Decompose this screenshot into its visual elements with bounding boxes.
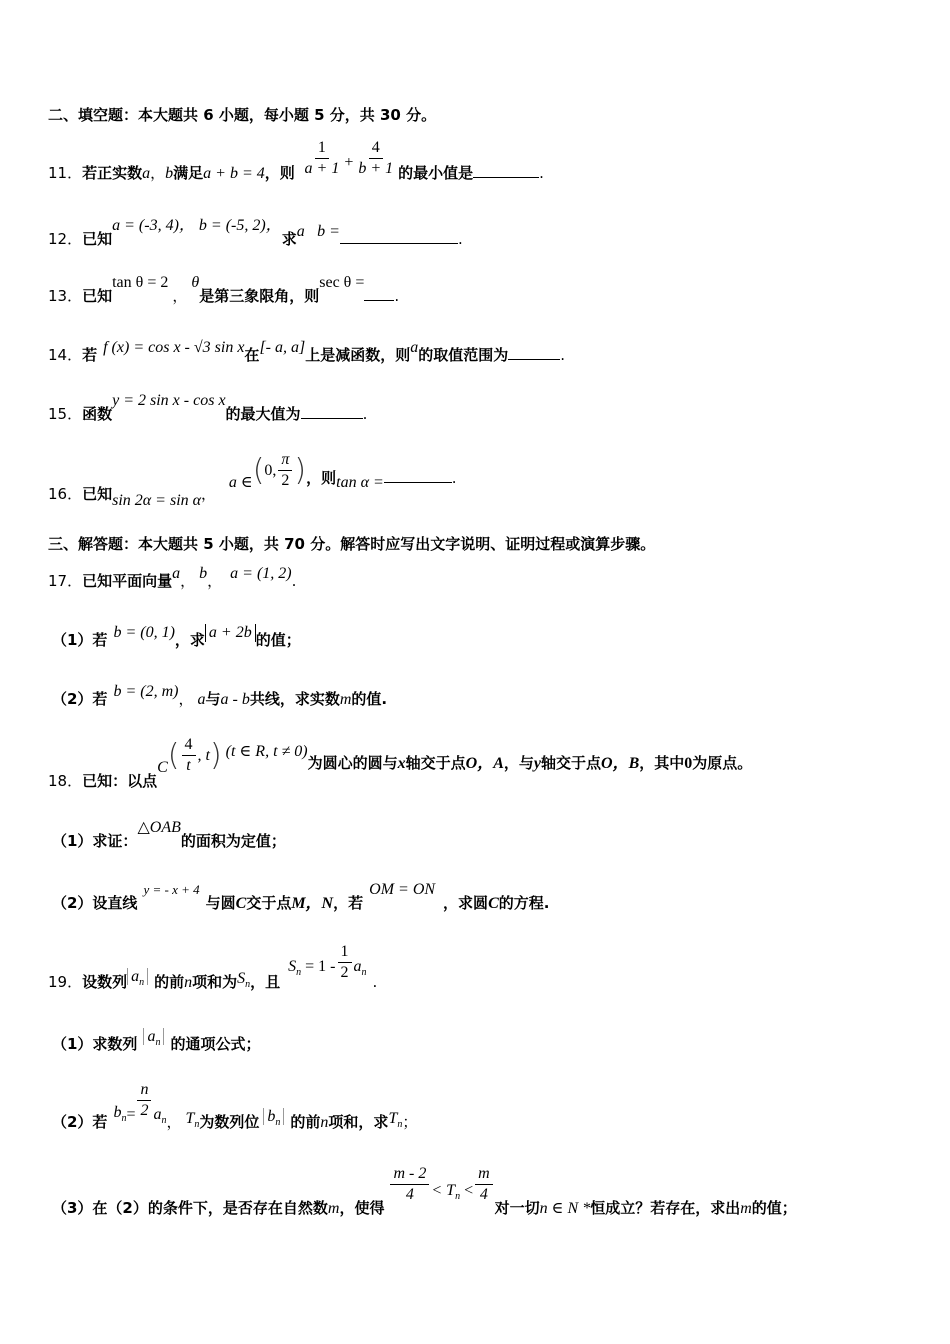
q19-p2-b: $b_n$ xyxy=(113,1104,127,1124)
q19-part-2 xyxy=(52,1080,417,1130)
q14-var-a: a xyxy=(410,339,419,356)
question-16 xyxy=(48,450,457,509)
q11-answer-blank xyxy=(473,163,539,178)
q19-Sn: $S_n$ xyxy=(237,970,251,990)
q19-p2-label: （2）若 xyxy=(52,1113,108,1131)
q19-part-1 xyxy=(52,1028,261,1054)
q14-function: f (x) = cos x - √3 sin x xyxy=(103,339,245,356)
q11-fraction-2: $\frac{4}{b + 1}$ xyxy=(358,139,394,177)
q16-expression: tan α = xyxy=(336,474,384,491)
q14-text-2: 在 xyxy=(244,346,260,364)
q14-end: . xyxy=(560,346,566,364)
q18-p2-line: y = - x + 4 xyxy=(143,882,200,897)
q12-answer-blank xyxy=(340,229,458,244)
q17-p2-text-1: 与 xyxy=(205,690,221,708)
q11-var-a: a xyxy=(142,165,151,182)
question-11 xyxy=(48,128,544,182)
q12-number: 12． xyxy=(48,230,83,248)
q14-text-3: 上是减函数，则 xyxy=(305,346,411,364)
question-13 xyxy=(48,274,400,306)
q17-p2-condition: b = (2, m) xyxy=(113,683,179,700)
q11-condition: a + b = 4 xyxy=(203,165,265,182)
q19-p3-lt-2: < xyxy=(464,1182,474,1199)
q17-p2-comma: ， xyxy=(178,690,194,708)
q17-part-1 xyxy=(52,624,301,650)
q16-domain: a ∈ xyxy=(228,474,253,491)
q18-text-4: ，与 xyxy=(503,754,534,772)
section-3-heading: 三、解答题：本大题共 5 小题，共 70 分。解答时应写出文字说明、证明过程或演算步骤。 xyxy=(48,535,656,553)
q12-text-1: 已知 xyxy=(82,230,113,248)
q14-text-4: 的取值范围为 xyxy=(418,346,509,364)
q19-text-2: 的前 xyxy=(154,973,185,991)
q14-text-1: 若 xyxy=(82,346,98,364)
q19-text-4: ，且 xyxy=(250,973,281,991)
q17-p1-label: （1）若 xyxy=(52,631,108,649)
q18-p2-text-4: ，求圆 xyxy=(443,894,489,912)
q11-plus: + xyxy=(344,154,354,171)
q19-p3-fraction-2: $\frac{m}{4}$ xyxy=(475,1164,493,1205)
q19-text-1: 设数列 xyxy=(82,973,128,991)
q15-end: . xyxy=(362,405,368,423)
q13-comma: ， xyxy=(172,287,188,305)
q14-interval: [- a, a] xyxy=(259,339,306,356)
q13-theta: θ xyxy=(191,274,200,291)
q13-text-1: 已知 xyxy=(82,287,113,305)
q19-p3-m2: m xyxy=(740,1200,752,1217)
q19-relation-left: $S_n$ xyxy=(288,958,302,978)
section-2-heading: 二、填空题：本大题共 6 小题，每小题 5 分，共 30 分。 xyxy=(48,106,437,124)
q19-p2-n: n xyxy=(320,1114,329,1131)
q17-vector-a: a = (1, 2) xyxy=(230,565,292,582)
q15-function: y = 2 sin x - cos x xyxy=(112,392,226,409)
q11-text-4: 的最小值是 xyxy=(398,164,474,182)
q19-p3-text-3: 恒成立？若存在，求出 xyxy=(590,1199,741,1217)
q11-text-3: ，则 xyxy=(264,164,295,182)
q18-text-3: 轴交于点 xyxy=(405,754,466,772)
q19-p3-fraction-1: $\frac{m - 2}{4}$ xyxy=(390,1164,429,1205)
q19-p3-label: （3）在（2）的条件下，是否存在自然数 xyxy=(52,1199,328,1217)
q12-text-2: 求 xyxy=(281,230,297,248)
q18-p1-label: （1）求证： xyxy=(52,832,138,850)
q19-p2-bn: $b_n$ xyxy=(263,1108,284,1125)
q17-var-a: a xyxy=(172,565,181,582)
question-17 xyxy=(48,565,297,591)
q16-text-1: 已知 xyxy=(82,485,113,503)
question-14 xyxy=(48,339,566,365)
q17-comma-2: ， xyxy=(207,572,223,590)
q18-text-5: 轴交于点 xyxy=(541,754,602,772)
q19-p1-label: （1）求数列 xyxy=(52,1035,138,1053)
q19-end: . xyxy=(372,973,378,991)
q19-p2-end: ； xyxy=(402,1113,418,1131)
q19-p2-text-3: 项和，求 xyxy=(328,1113,389,1131)
q19-p2-text-1: 为数列位 xyxy=(199,1113,260,1131)
q18-text-1: 已知：以点 xyxy=(82,772,158,790)
q19-p3-text-1: ，使得 xyxy=(339,1199,385,1217)
q17-p1-text: ，求 xyxy=(174,631,205,649)
q17-var-b: b xyxy=(199,565,208,582)
q19-relation-eq: = 1 - xyxy=(305,958,336,975)
q16-text-2: ，则 xyxy=(306,469,337,487)
q19-part-3 xyxy=(52,1162,797,1217)
q19-p3-end: 的值； xyxy=(751,1199,797,1217)
q17-p1-end: 的值； xyxy=(255,631,301,649)
q16-paren-left: ( xyxy=(252,453,265,488)
q15-answer-blank xyxy=(301,404,363,419)
q17-end: . xyxy=(291,572,297,590)
q11-var-b: b xyxy=(165,165,174,182)
question-12 xyxy=(48,217,463,249)
q13-expression: sec θ = xyxy=(319,274,365,291)
q19-p2-T: $T_n$ xyxy=(185,1110,200,1130)
q18-number: 18． xyxy=(48,772,83,790)
q19-p3-condition: n ∈ N * xyxy=(539,1200,591,1217)
q18-p2-label: （2）设直线 xyxy=(52,894,138,912)
q12-end: . xyxy=(457,230,463,248)
q17-p2-label: （2）若 xyxy=(52,690,108,708)
q19-p3-lt-1: < $T_n$ xyxy=(431,1182,461,1202)
q11-text-2: 满足 xyxy=(173,164,204,182)
q11-comma: ， xyxy=(150,164,166,182)
q18-p2-end: 的方程. xyxy=(498,894,550,912)
q16-lower-bound: 0, xyxy=(264,462,277,479)
q13-end: . xyxy=(394,287,400,305)
q18-p1-triangle: △OAB xyxy=(137,819,181,836)
q18-text-2: 为圆心的圆与 xyxy=(307,754,398,772)
q16-condition: sin 2α = sin α xyxy=(112,492,202,509)
q17-p1-condition: b = (0, 1) xyxy=(113,624,175,641)
q17-comma-1: ， xyxy=(180,572,196,590)
q16-pi-over-2: $\frac{\pi}{2}$ xyxy=(278,450,292,491)
q18-p1-end: 的面积为定值； xyxy=(180,832,286,850)
q15-text-1: 函数 xyxy=(82,405,113,423)
q18-p2-C2: C xyxy=(488,895,499,912)
q17-p2-var-m: m xyxy=(339,691,352,708)
q18-p2-text-3: ，若 xyxy=(333,894,364,912)
question-19 xyxy=(48,936,378,991)
q19-p2-T2: $T_n$ xyxy=(388,1110,403,1130)
q18-text-6: ，其中 xyxy=(639,754,685,772)
q14-number: 14． xyxy=(48,346,83,364)
q14-answer-blank xyxy=(508,345,560,360)
q13-number: 13． xyxy=(48,287,83,305)
q19-p2-comma: ， xyxy=(166,1113,182,1131)
q18-points-OB: O，B xyxy=(601,755,640,772)
q16-answer-blank xyxy=(384,468,452,483)
q18-coord-t: , t xyxy=(197,747,210,764)
q15-text-2: 的最大值为 xyxy=(225,405,301,423)
q19-sequence-a: $a_n$ xyxy=(127,968,148,985)
q19-text-3: 项和为 xyxy=(192,973,238,991)
q16-paren-right: ) xyxy=(294,453,307,488)
q17-p2-var-a: a xyxy=(197,691,206,708)
q17-part-2 xyxy=(52,683,388,709)
q19-p3-m: m xyxy=(327,1200,340,1217)
q17-p2-end: 的值. xyxy=(351,690,388,708)
q18-part-1 xyxy=(52,819,286,851)
q17-p2-expression: a - b xyxy=(220,691,250,708)
q18-p2-text-2: 交于点 xyxy=(246,894,292,912)
q18-paren-right: ) xyxy=(209,738,222,773)
q17-number: 17． xyxy=(48,572,83,590)
q18-point-C: C xyxy=(157,759,168,776)
q11-number: 11． xyxy=(48,164,83,182)
q18-p2-condition: OM = ON xyxy=(369,881,436,898)
q13-condition: tan θ = 2 xyxy=(112,274,169,291)
q19-p2-eq: = xyxy=(126,1106,136,1123)
q17-text-1: 已知平面向量 xyxy=(82,572,173,590)
q13-answer-blank xyxy=(364,286,394,301)
q11-end: . xyxy=(539,164,544,182)
q12-expression: a⃞b = xyxy=(296,223,340,240)
question-18 xyxy=(48,735,753,790)
question-15 xyxy=(48,392,368,424)
q11-text-1: 若正实数 xyxy=(82,164,143,182)
q16-comma: ， xyxy=(201,485,217,503)
q19-p3-text-2: 对一切 xyxy=(494,1199,540,1217)
q18-p2-MN: M，N xyxy=(291,895,334,912)
q19-p2-text-2: 的前 xyxy=(290,1113,321,1131)
q18-condition: (t ∈ R, t ≠ 0) xyxy=(225,743,308,760)
q18-paren-left: ( xyxy=(167,738,180,773)
q19-p1-sequence: $a_n$ xyxy=(143,1028,164,1045)
q19-number: 19． xyxy=(48,973,83,991)
q16-end: . xyxy=(451,469,457,487)
q18-part-2 xyxy=(52,881,550,913)
q11-fraction-1: $\frac{1}{a + 1}$ xyxy=(304,139,340,177)
q13-text-2: 是第三象限角，则 xyxy=(199,287,320,305)
q16-number: 16． xyxy=(48,485,83,503)
q19-p1-end: 的通项公式； xyxy=(170,1035,261,1053)
q19-p2-a: $a_n$ xyxy=(153,1106,167,1126)
q18-x: x xyxy=(397,755,406,772)
q18-y: y xyxy=(533,755,542,772)
q18-points-OA: O，A xyxy=(465,755,504,772)
q18-p2-text-1: 与圆 xyxy=(205,894,236,912)
q12-vectors: a = (-3, 4)， b = (-5, 2)， xyxy=(112,217,282,234)
q18-p2-C: C xyxy=(235,895,247,912)
q19-half: $\frac{1}{2}$ xyxy=(338,942,352,983)
q19-p2-n-over-2: $\frac{n}{2}$ xyxy=(137,1080,151,1121)
q18-zero: 0 xyxy=(684,755,693,772)
q18-text-7: 为原点。 xyxy=(692,754,753,772)
q17-p1-expression: a + 2b xyxy=(205,624,256,642)
q18-four-over-t: $\frac{4}{t}$ xyxy=(182,735,196,776)
q19-relation-a: $a_n$ xyxy=(353,958,367,978)
q17-p2-text-2: 共线，求实数 xyxy=(249,690,340,708)
q19-n: n xyxy=(184,974,193,991)
q15-number: 15． xyxy=(48,405,83,423)
